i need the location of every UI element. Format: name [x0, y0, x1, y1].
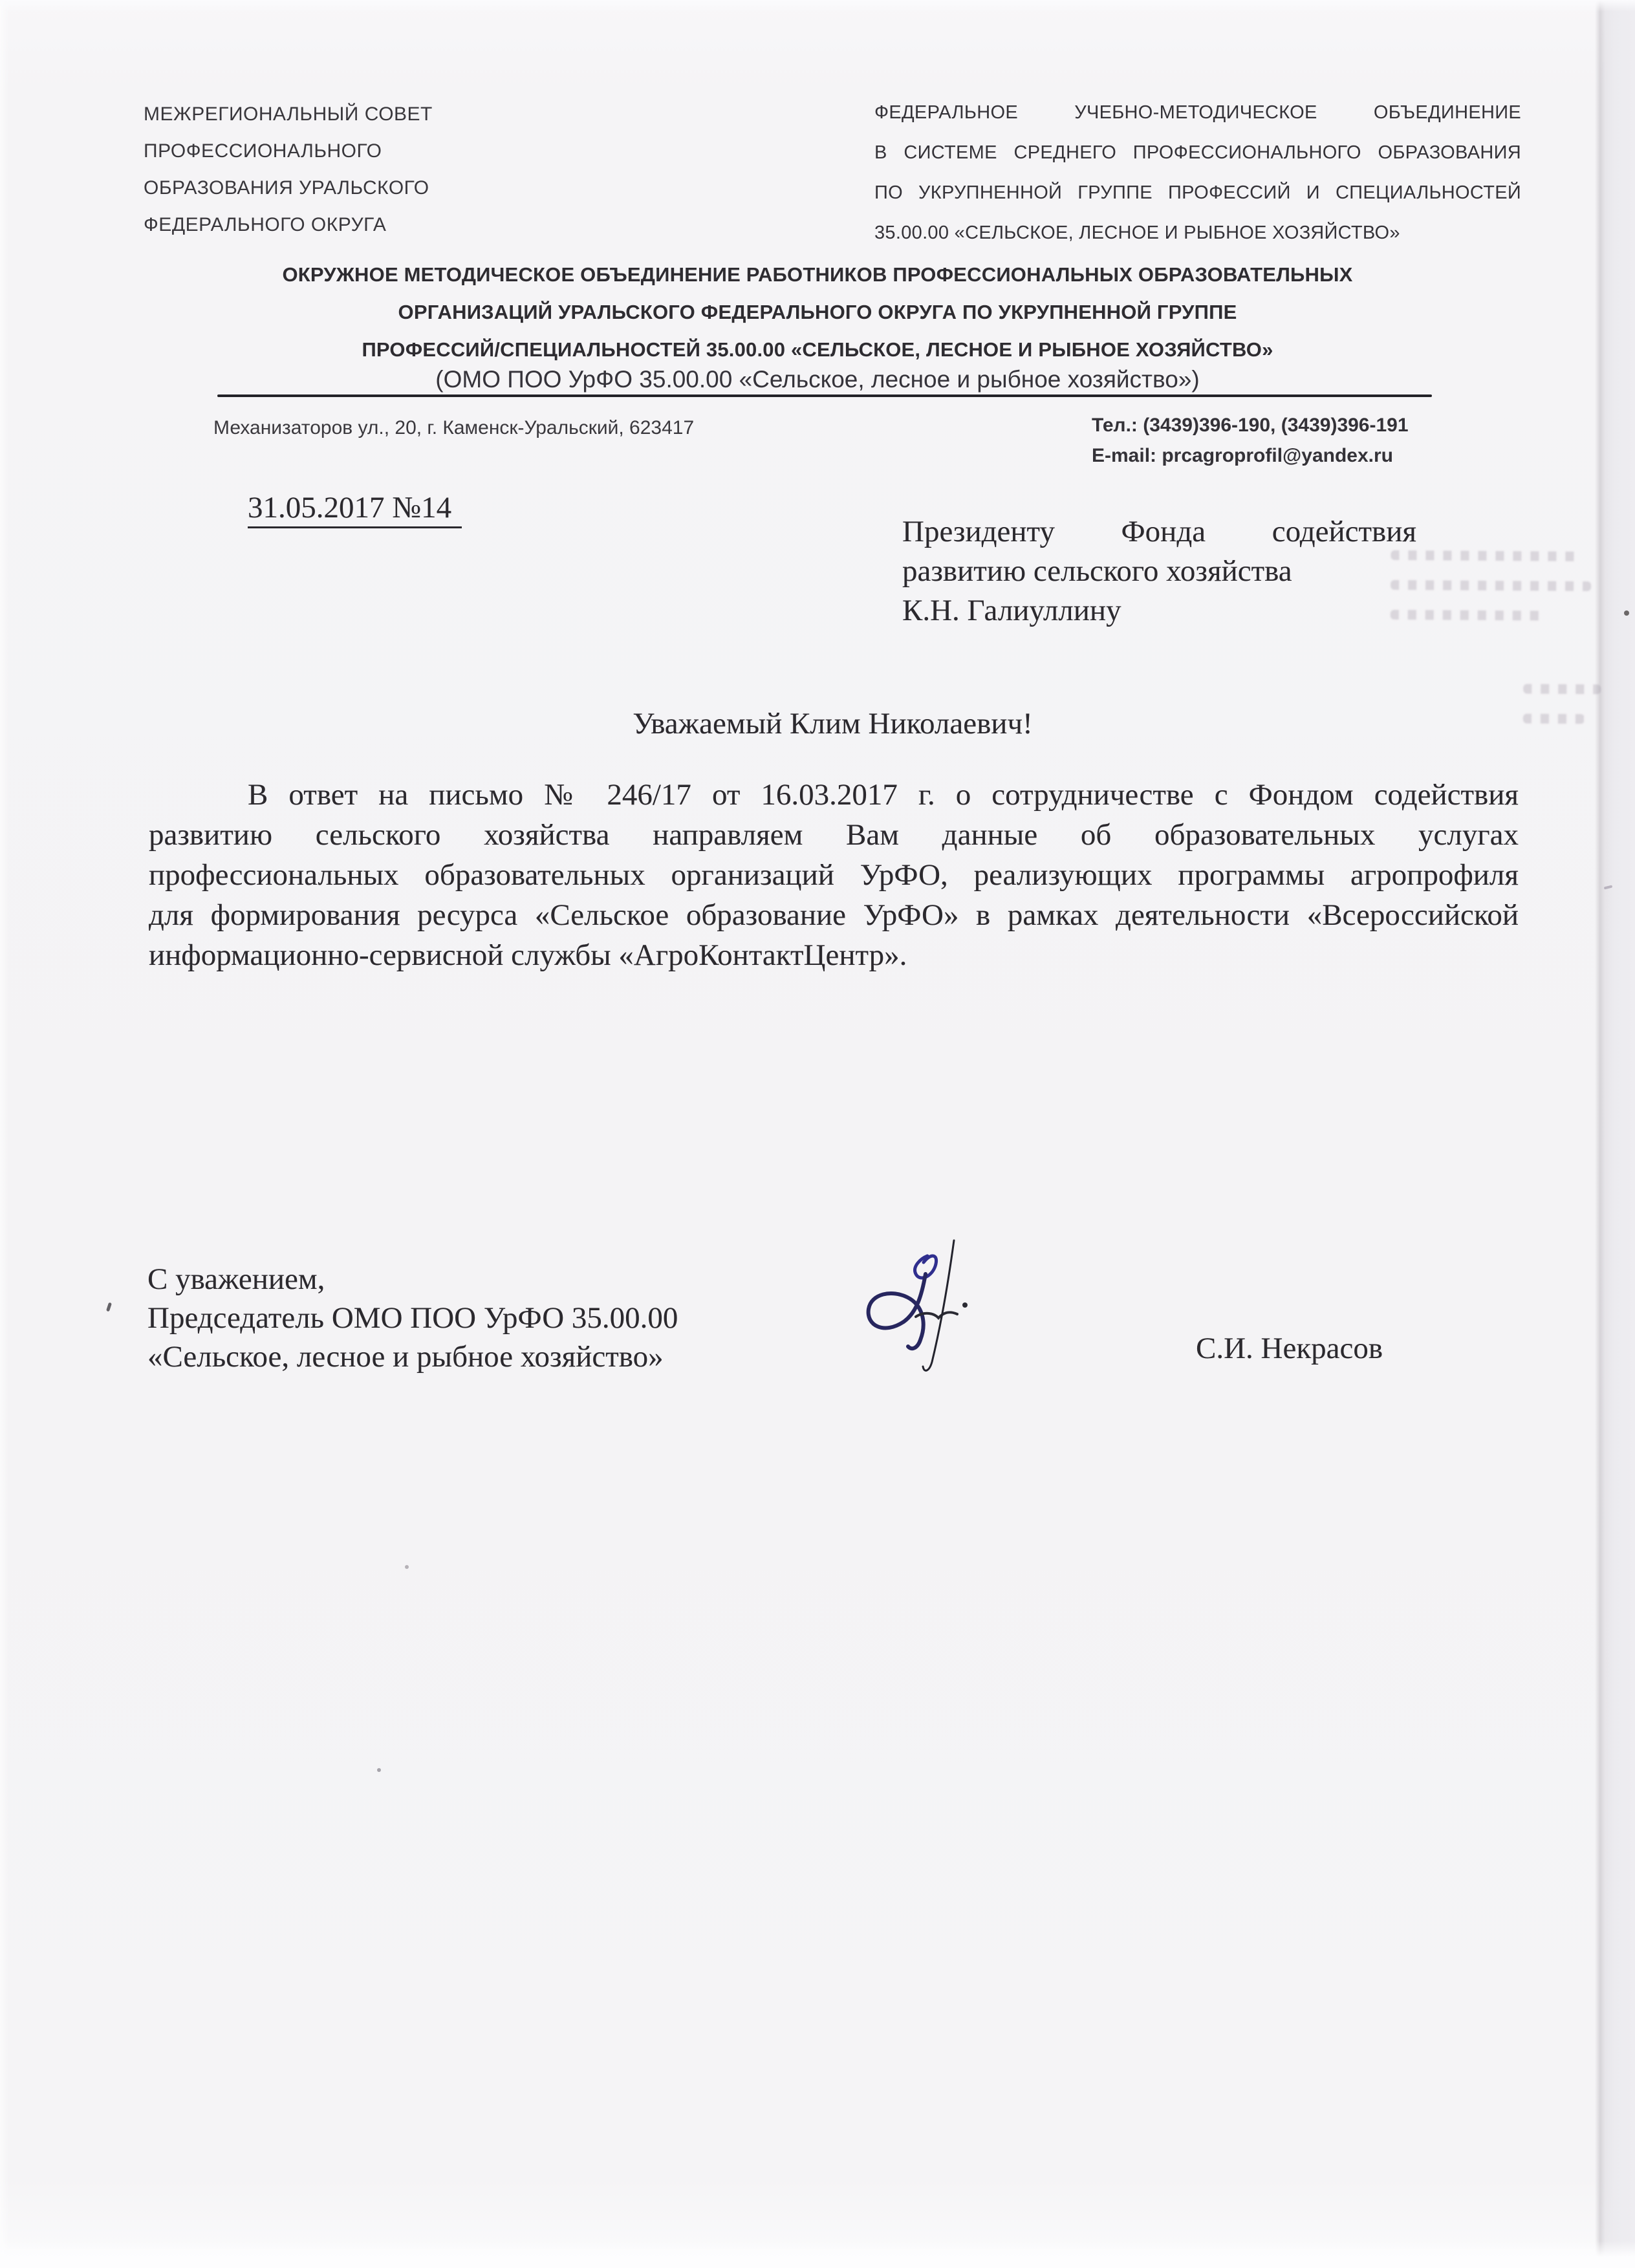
bleed-through-row — [1523, 714, 1585, 724]
body-line: развитию сельского хозяйства направляем Вам данные об образовательных услугах — [149, 818, 1519, 852]
bleed-through-row — [1391, 610, 1546, 621]
page-edge-shadow-right — [1595, 0, 1635, 2268]
page-edge-bottom — [0, 2241, 1635, 2268]
letterhead-right — [874, 92, 1521, 253]
addressee-line: развитию сельского хозяйства — [902, 554, 1292, 588]
scan-speck — [106, 1302, 112, 1312]
phone-line: Тел.: (3439)396-190, (3439)396-191 — [1092, 415, 1409, 436]
page-edge-highlight-left — [0, 0, 9, 2268]
email-line: E-mail: prcagroprofil@yandex.ru — [1092, 445, 1394, 466]
body-line: профессиональных образовательных организаций УрФО, реализующих программы агропрофиля — [149, 858, 1519, 892]
letterhead-right-line: ПО УКРУПНЕННОЙ ГРУППЕ ПРОФЕССИЙ И СПЕЦИАЛЬНОСТЕЙ — [874, 182, 1521, 203]
bleed-through-row — [1391, 580, 1591, 591]
signature-scribble-icon — [861, 1234, 997, 1386]
body-line: для формирования ресурса «Сельское образование УрФО» в рамках деятельности «Всероссийской — [149, 898, 1519, 932]
org-title — [203, 256, 1432, 369]
closing-line: С уважением, — [147, 1262, 325, 1296]
addressee-line: Президенту Фонда содействия — [902, 515, 1416, 548]
addressee-block — [902, 512, 1416, 631]
letterhead-left-line: ПРОФЕССИОНАЛЬНОГО — [144, 140, 382, 162]
body-line: информационно-сервисной службы «АгроКонтактЦентр». — [149, 938, 907, 972]
letterhead-left-line: ОБРАЗОВАНИЯ УРАЛЬСКОГО — [144, 177, 429, 199]
ref-date-number: 31.05.2017 №14 — [248, 490, 462, 528]
address-line: Механизаторов ул., 20, г. Каменск-Уральский, 623417 — [213, 417, 695, 438]
letterhead-left-line: ФЕДЕРАЛЬНОГО ОКРУГА — [144, 214, 387, 235]
body-line: В ответ на письмо № 246/17 от 16.03.2017 г. о сотрудничестве с Фондом содействия — [248, 778, 1519, 812]
bleed-through-artifact — [1523, 684, 1601, 744]
org-title-line: ПРОФЕССИЙ/СПЕЦИАЛЬНОСТЕЙ 35.00.00 «СЕЛЬСКОЕ, ЛЕСНОЕ И РЫБНОЕ ХОЗЯЙСТВО» — [362, 338, 1273, 361]
addressee-line: К.Н. Галиуллину — [902, 594, 1121, 627]
signer-name: С.И. Некрасов — [1196, 1332, 1383, 1365]
divider-rule — [217, 394, 1432, 397]
scan-speck — [377, 1768, 381, 1772]
scan-speck — [405, 1565, 409, 1569]
letterhead-left-line: МЕЖРЕГИОНАЛЬНЫЙ СОВЕТ — [144, 103, 433, 125]
org-title-line: ОКРУЖНОЕ МЕТОДИЧЕСКОЕ ОБЪЕДИНЕНИЕ РАБОТНИКОВ ПРОФЕССИОНАЛЬНЫХ ОБРАЗОВАТЕЛЬНЫХ — [282, 263, 1353, 286]
letterhead-right-line: 35.00.00 «СЕЛЬСКОЕ, ЛЕСНОЕ И РЫБНОЕ ХОЗЯЙСТВО» — [874, 222, 1400, 243]
bleed-through-artifact — [1391, 550, 1592, 641]
letterhead-right-line: ФЕДЕРАЛЬНОЕ УЧЕБНО-МЕТОДИЧЕСКОЕ ОБЪЕДИНЕНИЕ — [874, 102, 1521, 123]
bleed-through-row — [1391, 550, 1578, 561]
salutation: Уважаемый Клим Николаевич! — [633, 707, 1033, 740]
letterhead-right-line: В СИСТЕМЕ СРЕДНЕГО ПРОФЕССИОНАЛЬНОГО ОБРАЗОВАНИЯ — [874, 142, 1521, 163]
bleed-through-row — [1523, 684, 1601, 695]
scan-speck — [1624, 610, 1629, 616]
closing-line: Председатель ОМО ПОО УрФО 35.00.00 — [147, 1301, 678, 1335]
org-title-line: ОРГАНИЗАЦИЙ УРАЛЬСКОГО ФЕДЕРАЛЬНОГО ОКРУГА ПО УКРУПНЕННОЙ ГРУППЕ — [398, 301, 1237, 323]
body-paragraph — [149, 775, 1519, 975]
page-edge-top — [0, 0, 1635, 12]
closing-block — [147, 1260, 678, 1376]
letterhead-left — [144, 96, 480, 243]
closing-line: «Сельское, лесное и рыбное хозяйство» — [147, 1340, 664, 1374]
org-subtitle: (ОМО ПОО УрФО 35.00.00 «Сельское, лесное и рыбное хозяйство») — [435, 366, 1200, 393]
